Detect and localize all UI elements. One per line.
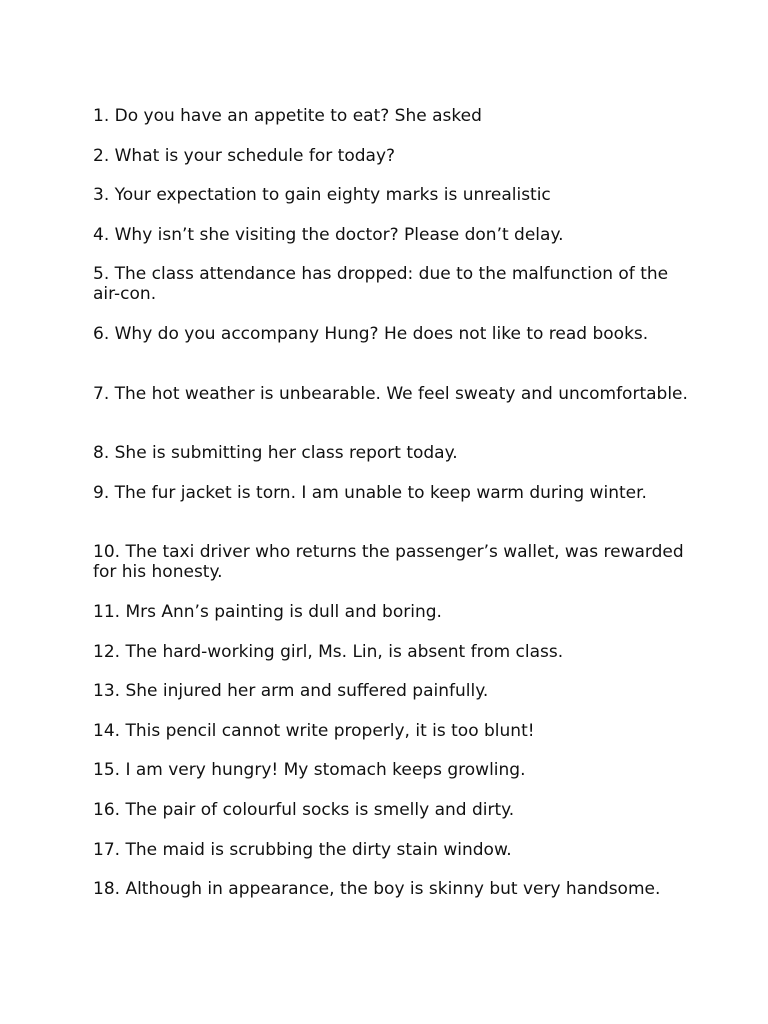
sentence-16: 16. The pair of colourful socks is smelly and dirty.: [93, 799, 515, 820]
sentence-1: 1. Do you have an appetite to eat? She asked: [93, 106, 482, 126]
sentence-18: 18. Although in appearance, the boy is skinny but very handsome.: [93, 879, 661, 900]
sentence-13: 13. She injured her arm and suffered painfully.: [93, 681, 489, 702]
sentence-7: 7. The hot weather is unbearable. We feel sweaty and uncomfortable.: [93, 383, 688, 404]
sentence-14: 14. This pencil cannot write properly, it is too blunt!: [93, 720, 535, 741]
sentence-8: 8. She is submitting her class report today.: [93, 443, 458, 464]
sentence-5: 5. The class attendance has dropped: due to the malfunction of the air-con.: [93, 264, 669, 305]
sentence-2: 2. What is your schedule for today?: [93, 145, 396, 166]
sentence-11: 11. Mrs Ann’s painting is dull and boring.: [93, 601, 442, 622]
sentence-3: 3. Your expectation to gain eighty marks is unrealistic: [93, 185, 551, 206]
sentence-10: 10. The taxi driver who returns the passenger’s wallet, was rewarded for his honesty.: [93, 542, 684, 583]
sentence-15: 15. I am very hungry! My stomach keeps growling.: [93, 760, 526, 781]
sentence-6: 6. Why do you accompany Hung? He does not like to read books.: [93, 323, 649, 344]
sentence-9: 9. The fur jacket is torn. I am unable to keep warm during winter.: [93, 482, 647, 503]
sentence-12: 12. The hard-working girl, Ms. Lin, is absent from class.: [93, 641, 564, 662]
sentence-17: 17. The maid is scrubbing the dirty stain window.: [93, 839, 512, 860]
sentence-4: 4. Why isn’t she visiting the doctor? Please don’t delay.: [93, 224, 564, 245]
worksheet-sentence-list: [93, 106, 693, 939]
